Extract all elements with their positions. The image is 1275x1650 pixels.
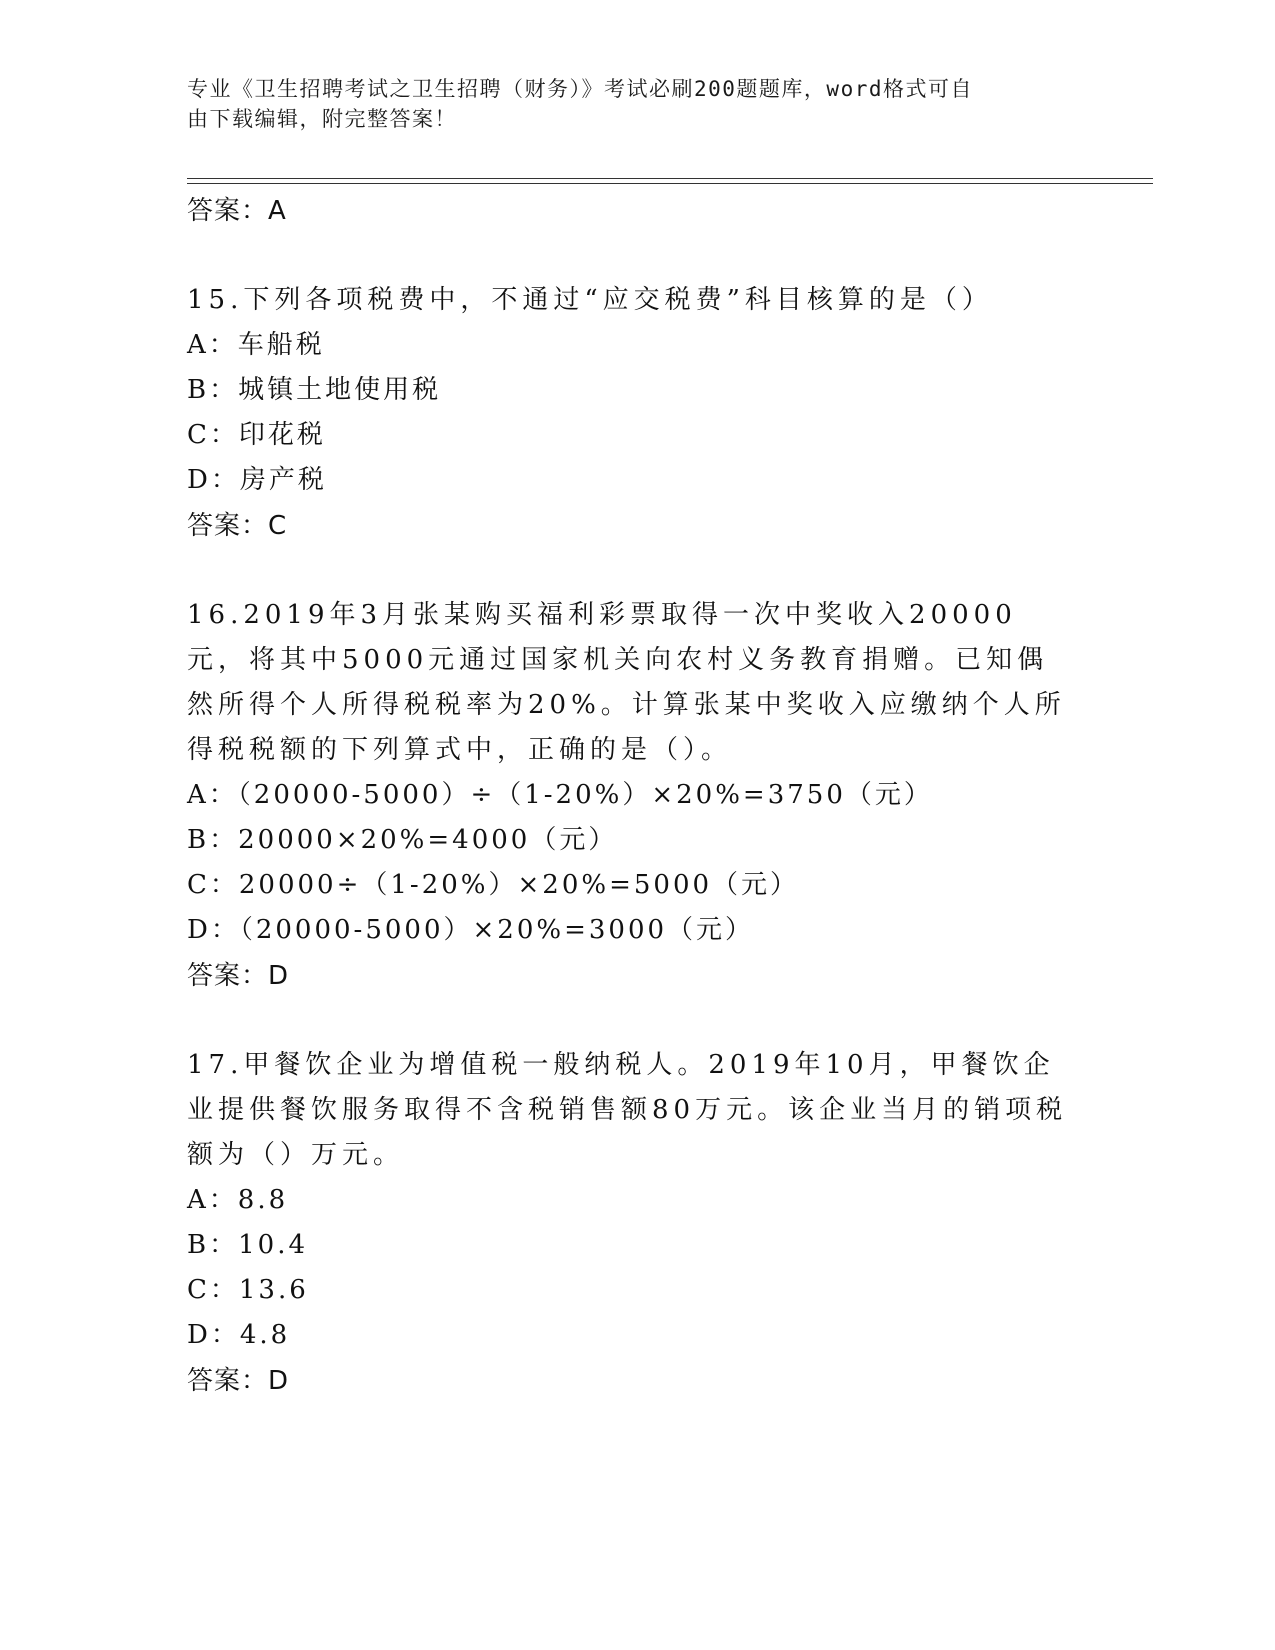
answer-line: 答案：D [187,1366,290,1396]
previous-answer: 答案：A [187,196,287,226]
option-c: C：13.6 [187,1275,309,1305]
page-header [187,74,1067,134]
option-d: D：4.8 [187,1320,291,1350]
question-17 [187,1043,1087,1404]
option-d: D：（20000-5000）×20%=3000（元） [187,915,755,945]
option-c: C：20000÷（1-20%）×20%=5000（元） [187,870,800,900]
option-b: B：20000×20%=4000（元） [187,825,618,855]
answer-line: 答案：D [187,961,290,991]
option-c: C：印花税 [187,420,326,450]
header-divider-top [187,178,1153,179]
answer-line: 答案：C [187,511,288,541]
header-divider-bottom [187,183,1153,184]
option-d: D：房产税 [187,465,327,495]
option-b: B：城镇土地使用税 [187,375,442,405]
question-15 [187,278,1087,549]
question-stem: 16.2019年3月张某购买福利彩票取得一次中奖收入20000元，将其中5000元通过国家机关向农村义务教育捐赠。已知偶然所得个人所得税税率为20%。计算张某中奖收入应缴纳个人所得税税额的下列算式中，正确的是（）。 [187,600,1066,765]
question-content [187,188,1087,1404]
option-b: B：10.4 [187,1230,308,1260]
question-stem: 15.下列各项税费中，不通过“应交税费”科目核算的是（） [187,285,993,315]
option-a: A：车船税 [187,330,325,360]
header-line-1: 专业《卫生招聘考试之卫生招聘（财务）》考试必刷200题题库，word格式可自 [187,77,973,101]
question-stem: 17.甲餐饮企业为增值税一般纳税人。2019年10月，甲餐饮企业提供餐饮服务取得不含税销售额80万元。该企业当月的销项税额为（）万元。 [187,1050,1068,1170]
option-a: A：（20000-5000）÷（1-20%）×20%=3750（元） [187,780,933,810]
header-line-2: 由下载编辑，附完整答案！ [187,107,457,131]
question-16 [187,593,1087,999]
option-a: A：8.8 [187,1185,289,1215]
